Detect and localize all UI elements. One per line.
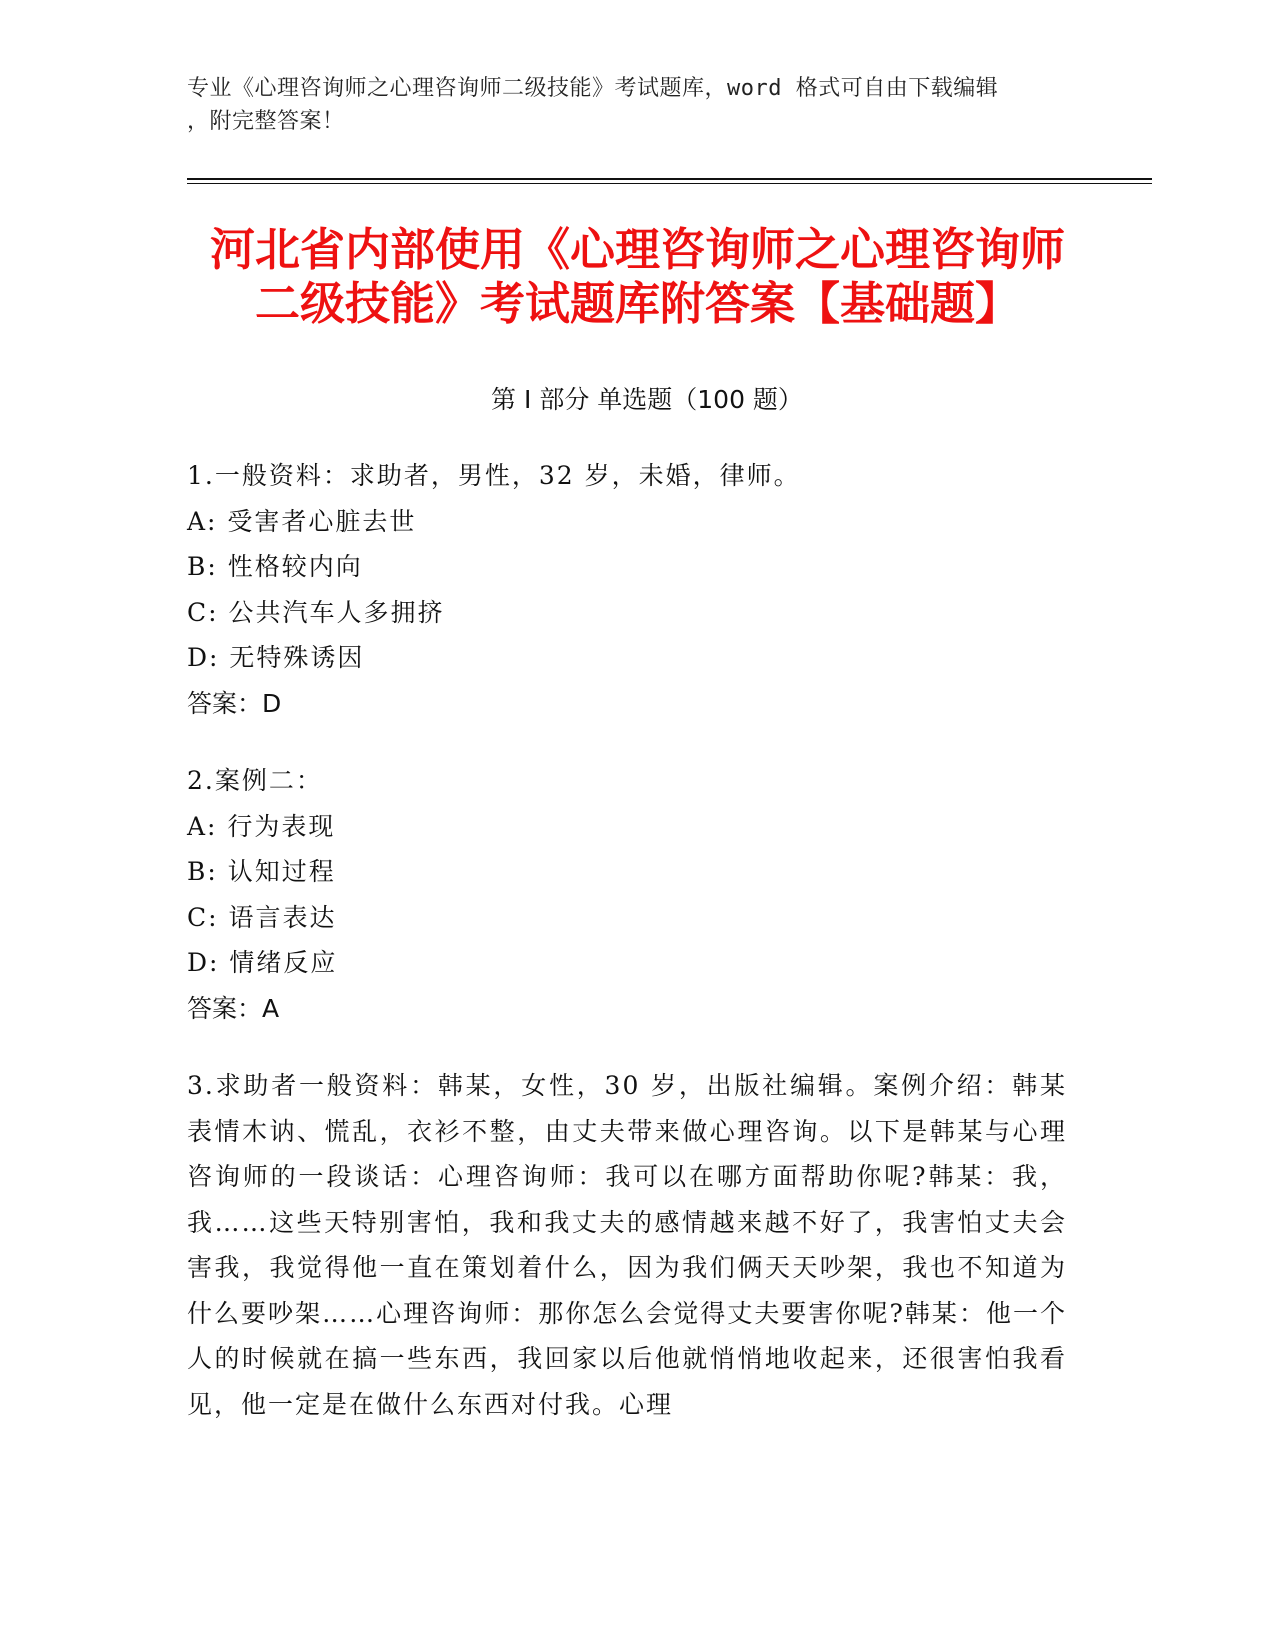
option-a: A: 受害者心脏去世 (187, 506, 417, 536)
title-line-2: 二级技能》考试题库附答案【基础题】 (254, 277, 1020, 330)
header-line-2: ，附完整答案！ (187, 109, 345, 134)
answer: 答案：A (187, 993, 280, 1023)
question-stem: 1.一般资料：求助者，男性，32 岁，未婚，律师。 (187, 461, 801, 490)
header-line-1: 专业《心理咨询师之心理咨询师二级技能》考试题库，word 格式可自由下载编辑 (187, 76, 999, 101)
question-2 (187, 758, 1067, 1031)
title-line-1: 河北省内部使用《心理咨询师之心理咨询师 (209, 223, 1065, 276)
option-c: C: 公共汽车人多拥挤 (187, 597, 445, 627)
option-b: B: 认知过程 (187, 857, 336, 886)
document-header (187, 72, 1067, 138)
header-divider-thick (187, 178, 1152, 180)
option-c: C: 语言表达 (187, 902, 337, 932)
section-title: 第 I 部分 单选题（100 题） (491, 385, 803, 414)
document-title (160, 223, 1115, 331)
option-b: B: 性格较内向 (187, 552, 363, 581)
header-divider-thin (187, 183, 1152, 184)
question-stem: 3.求助者一般资料：韩某，女性，30 岁，出版社编辑。案例介绍：韩某表情木讷、慌乱，衣衫不整，由丈夫带来做心理咨询。以下是韩某与心理咨询师的一段谈话：心理咨询师：我可以在哪方面帮助你呢?韩某：我，我……这些天特别害怕，我和我丈夫的感情越来越不好了，我害怕丈夫会害我，我觉得他一直在策划着什么，因为我们俩天天吵架，我也不知道为什么要吵架……心理咨询师：那你怎么会觉得丈夫要害你呢?韩某：他一个人的时候就在搞一些东西，我回家以后他就悄悄地收起来，还很害怕我看见，他一定是在做什么东西对付我。心理 (187, 1071, 1067, 1419)
option-d: D: 情绪反应 (187, 948, 338, 977)
option-d: D: 无特殊诱因 (187, 643, 365, 672)
answer: 答案：D (187, 688, 282, 718)
question-3 (187, 1063, 1067, 1427)
question-1 (187, 453, 1067, 726)
question-stem: 2.案例二： (187, 766, 323, 795)
option-a: A: 行为表现 (187, 811, 336, 841)
